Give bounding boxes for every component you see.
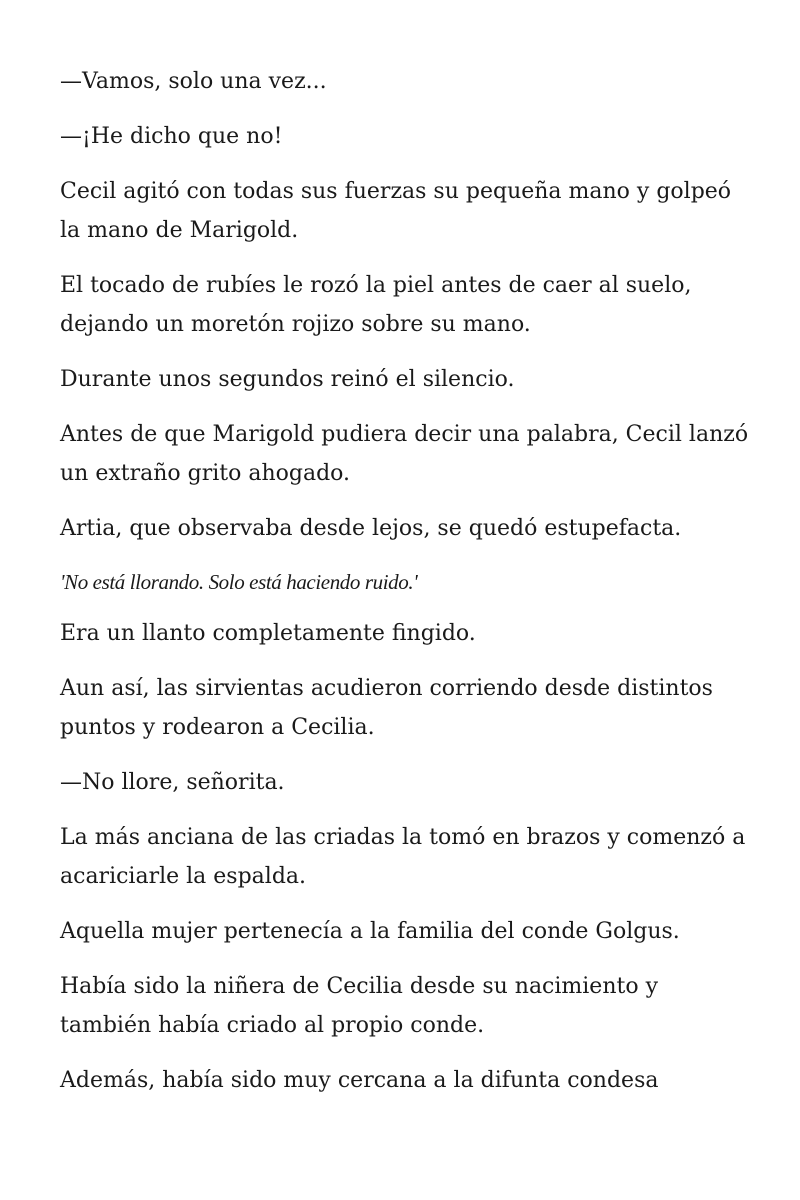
paragraph-1: —Vamos, solo una vez... [60, 69, 327, 94]
paragraph-14: Había sido la niñera de Cecilia desde su nacimiento y también había criado al propio conde. [60, 974, 659, 1038]
paragraph-4: El tocado de rubíes le rozó la piel antes de caer al suelo, dejando un moretón rojizo sobre su mano. [60, 273, 692, 337]
paragraph-5: Durante unos segundos reinó el silencio. [60, 367, 515, 392]
paragraph-11: —No llore, señorita. [60, 770, 285, 795]
paragraph-6: Antes de que Marigold pudiera decir una palabra, Cecil lanzó un extraño grito ahogado. [60, 422, 749, 486]
paragraph-8-inner-thought: 'No está llorando. Solo está haciendo ruido.' [60, 570, 418, 594]
document-page [60, 62, 750, 1116]
paragraph-9: Era un llanto completamente fingido. [60, 621, 476, 646]
paragraph-15: Además, había sido muy cercana a la difunta condesa [60, 1068, 659, 1093]
paragraph-2: —¡He dicho que no! [60, 124, 283, 149]
paragraph-10: Aun así, las sirvientas acudieron corriendo desde distintos puntos y rodearon a Cecilia. [60, 676, 713, 740]
paragraph-7: Artia, que observaba desde lejos, se quedó estupefacta. [60, 516, 682, 541]
paragraph-13: Aquella mujer pertenecía a la familia del conde Golgus. [60, 919, 680, 944]
paragraph-12: La más anciana de las criadas la tomó en brazos y comenzó a acariciarle la espalda. [60, 825, 746, 889]
paragraph-3: Cecil agitó con todas sus fuerzas su pequeña mano y golpeó la mano de Marigold. [60, 179, 732, 243]
